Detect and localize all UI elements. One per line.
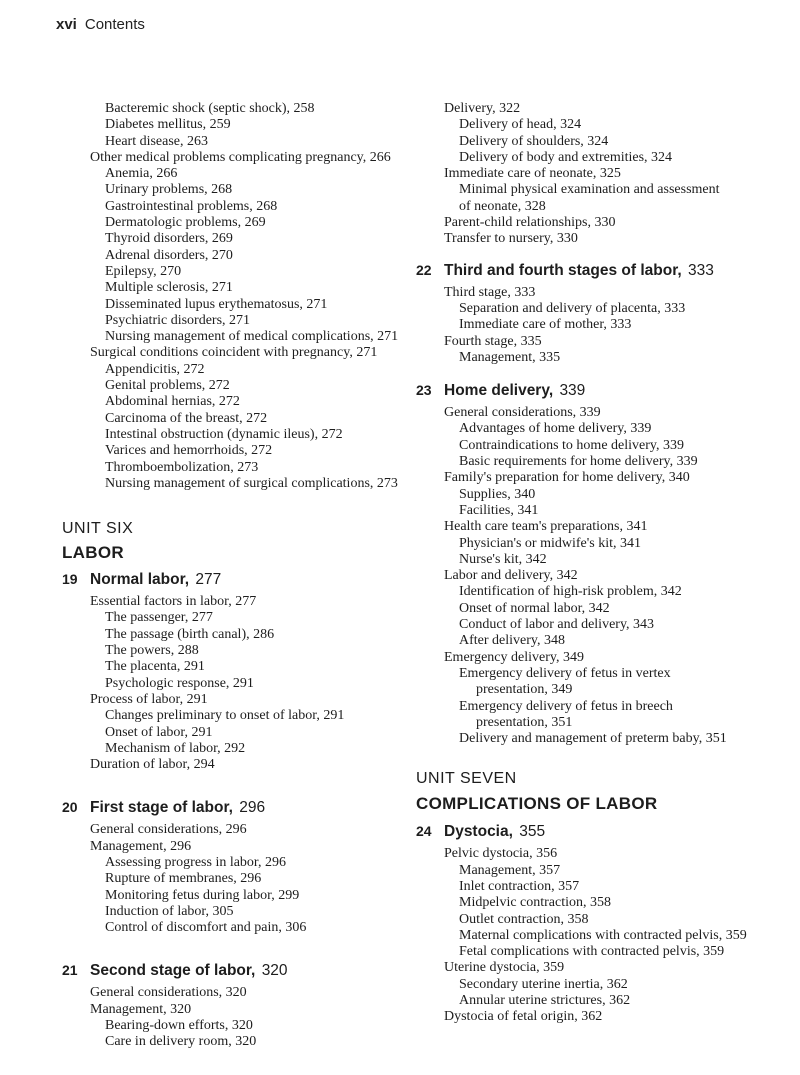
toc-entry: Disseminated lupus erythematosus, 271 <box>105 296 328 312</box>
toc-entry-group <box>62 985 402 1050</box>
chapter-title: Second stage of labor, <box>90 962 256 980</box>
chapter-heading <box>62 797 402 818</box>
chapter-page: 277 <box>195 571 222 589</box>
unit-label: UNIT SIX <box>62 520 134 538</box>
chapter-heading <box>416 821 796 842</box>
toc-entry: Thyroid disorders, 269 <box>105 231 233 247</box>
toc-entry: Contraindications to home delivery, 339 <box>459 437 684 453</box>
chapter-page: 320 <box>261 962 288 980</box>
toc-entry-group <box>416 285 796 366</box>
toc-entry: Identification of high-risk problem, 342 <box>459 584 682 600</box>
toc-entry: Dystocia of fetal origin, 362 <box>444 1009 603 1025</box>
toc-entry: Minimal physical examination and assessment <box>459 182 720 198</box>
toc-entry: Midpelvic contraction, 358 <box>459 895 612 911</box>
toc-entry: Emergency delivery of fetus in breech <box>459 698 673 714</box>
toc-entry: Emergency delivery, 349 <box>444 649 584 665</box>
toc-entry: Delivery of head, 324 <box>459 117 582 133</box>
toc-entry: Anemia, 266 <box>105 166 178 182</box>
toc-entry: Maternal complications with contracted pelvis, 359 <box>459 927 747 943</box>
toc-entry: Bearing-down efforts, 320 <box>105 1018 253 1034</box>
toc-entry: Secondary uterine inertia, 362 <box>459 976 628 992</box>
toc-entry: Gastrointestinal problems, 268 <box>105 198 278 214</box>
chapter-page: 296 <box>239 799 266 817</box>
toc-entry: Delivery of shoulders, 324 <box>459 133 609 149</box>
toc-entry: Genital problems, 272 <box>105 378 230 394</box>
toc-entry-group <box>62 822 402 936</box>
toc-entry: Heart disease, 263 <box>105 133 209 149</box>
toc-entry: Appendicitis, 272 <box>105 361 205 377</box>
toc-entry: Labor and delivery, 342 <box>444 568 578 584</box>
toc-entry-group <box>62 101 402 492</box>
toc-entry: Onset of normal labor, 342 <box>459 600 610 616</box>
unit-title: LABOR <box>62 543 124 563</box>
toc-entry: Management, 357 <box>459 862 561 878</box>
toc-entry: Delivery and management of preterm baby, 351 <box>459 731 727 747</box>
toc-entry: Bacteremic shock (septic shock), 258 <box>105 101 315 116</box>
toc-entry: Intestinal obstruction (dynamic ileus), 272 <box>105 426 343 442</box>
toc-entry: Induction of labor, 305 <box>105 903 234 919</box>
chapter-heading <box>416 380 796 401</box>
toc-entry: Inlet contraction, 357 <box>459 878 580 894</box>
toc-entry: Supplies, 340 <box>459 486 536 502</box>
toc-entry: Parent-child relationships, 330 <box>444 215 616 231</box>
toc-entry: Essential factors in labor, 277 <box>90 594 257 610</box>
toc-entry: Control of discomfort and pain, 306 <box>105 920 307 936</box>
toc-entry: Transfer to nursery, 330 <box>444 231 578 247</box>
toc-entry: Assessing progress in labor, 296 <box>105 854 287 870</box>
toc-entry: Onset of labor, 291 <box>105 724 213 740</box>
toc-entry: Mechanism of labor, 292 <box>105 740 246 756</box>
toc-entry: Nursing management of medical complications, 271 <box>105 329 399 345</box>
toc-entry: Multiple sclerosis, 271 <box>105 280 233 296</box>
toc-entry: Dermatologic problems, 269 <box>105 215 266 231</box>
toc-entry: Separation and delivery of placenta, 333 <box>459 300 686 316</box>
toc-left-column <box>62 101 402 1051</box>
toc-entry: Urinary problems, 268 <box>105 182 233 198</box>
toc-right-column <box>416 101 796 1026</box>
toc-entry: Surgical conditions coincident with pregnancy, 271 <box>90 345 378 361</box>
toc-entry: Annular uterine strictures, 362 <box>459 993 631 1009</box>
toc-entry: Abdominal hernias, 272 <box>105 394 240 410</box>
toc-entry: Epilepsy, 270 <box>105 263 182 279</box>
chapter-number: 23 <box>416 382 432 399</box>
toc-entry: General considerations, 296 <box>90 822 247 838</box>
chapter-heading <box>416 260 796 281</box>
chapter-page: 355 <box>519 823 546 841</box>
toc-entry: of neonate, 328 <box>459 198 546 214</box>
toc-entry: Other medical problems complicating pregnancy, 266 <box>90 149 391 165</box>
chapter-number: 21 <box>62 962 78 979</box>
toc-entry: The powers, 288 <box>105 643 199 659</box>
chapter-title: Third and fourth stages of labor, <box>444 261 682 279</box>
toc-entry: Fetal complications with contracted pelvis, 359 <box>459 944 725 960</box>
toc-entry: Emergency delivery of fetus in vertex <box>459 665 671 681</box>
page-header <box>56 16 145 33</box>
chapter-title: Dystocia, <box>444 823 513 841</box>
toc-entry: Advantages of home delivery, 339 <box>459 421 652 437</box>
toc-entry: Immediate care of mother, 333 <box>459 317 632 333</box>
toc-entry: Delivery, 322 <box>444 101 521 116</box>
toc-entry: presentation, 351 <box>476 714 573 730</box>
toc-entry: Immediate care of neonate, 325 <box>444 166 621 182</box>
toc-entry: Thromboembolization, 273 <box>105 459 259 475</box>
toc-entry-group <box>416 101 796 248</box>
toc-entry: Nursing management of surgical complications, 273 <box>105 475 398 491</box>
toc-entry: Management, 296 <box>90 838 192 854</box>
toc-entry: Process of labor, 291 <box>90 691 208 707</box>
toc-entry: Uterine dystocia, 359 <box>444 960 565 976</box>
chapter-number: 19 <box>62 571 78 588</box>
page-number: xvi <box>56 16 77 33</box>
toc-entry: Outlet contraction, 358 <box>459 911 589 927</box>
chapter-heading <box>62 960 402 981</box>
chapter-title: Home delivery, <box>444 382 554 400</box>
toc-entry: Duration of labor, 294 <box>90 757 215 773</box>
toc-entry: Family's preparation for home delivery, 340 <box>444 470 690 486</box>
toc-entry: Management, 335 <box>459 349 561 365</box>
toc-entry: Varices and hemorrhoids, 272 <box>105 443 273 459</box>
toc-entry: Delivery of body and extremities, 324 <box>459 149 673 165</box>
chapter-heading <box>62 569 402 590</box>
toc-entry: Diabetes mellitus, 259 <box>105 117 231 133</box>
chapter-page: 333 <box>688 261 714 279</box>
chapter-number: 24 <box>416 823 432 840</box>
toc-entry: Third stage, 333 <box>444 284 536 300</box>
toc-entry: General considerations, 339 <box>444 405 601 421</box>
running-head: Contents <box>84 16 145 33</box>
toc-entry: Pelvic dystocia, 356 <box>444 846 558 862</box>
chapter-title: Normal labor, <box>90 571 190 589</box>
toc-entry: After delivery, 348 <box>459 633 565 649</box>
toc-entry-group <box>416 405 796 747</box>
toc-entry: Management, 320 <box>90 1001 192 1017</box>
toc-entry: Conduct of labor and delivery, 343 <box>459 617 655 633</box>
toc-entry-group <box>62 594 402 773</box>
toc-entry: Monitoring fetus during labor, 299 <box>105 887 300 903</box>
toc-entry-group <box>416 846 796 1025</box>
unit-title: COMPLICATIONS OF LABOR <box>416 794 658 814</box>
toc-entry: General considerations, 320 <box>90 985 247 1001</box>
toc-entry: Carcinoma of the breast, 272 <box>105 410 268 426</box>
chapter-page: 339 <box>559 382 586 400</box>
toc-entry: The placenta, 291 <box>105 659 205 675</box>
toc-entry: Rupture of membranes, 296 <box>105 871 262 887</box>
toc-entry: The passenger, 277 <box>105 610 213 626</box>
toc-entry: Care in delivery room, 320 <box>105 1034 257 1050</box>
unit-label: UNIT SEVEN <box>416 770 517 788</box>
toc-entry: Health care team's preparations, 341 <box>444 519 648 535</box>
toc-entry: Physician's or midwife's kit, 341 <box>459 535 641 551</box>
toc-entry: Psychiatric disorders, 271 <box>105 312 251 328</box>
toc-entry: Fourth stage, 335 <box>444 333 542 349</box>
toc-entry: The passage (birth canal), 286 <box>105 626 275 642</box>
toc-entry: Psychologic response, 291 <box>105 675 254 691</box>
toc-entry: Basic requirements for home delivery, 339 <box>459 454 698 470</box>
chapter-number: 22 <box>416 261 432 278</box>
toc-entry: Adrenal disorders, 270 <box>105 247 233 263</box>
toc-entry: Facilities, 341 <box>459 502 539 518</box>
chapter-title: First stage of labor, <box>90 799 233 817</box>
toc-entry: Changes preliminary to onset of labor, 291 <box>105 708 345 724</box>
toc-entry: presentation, 349 <box>476 682 573 698</box>
toc-entry: Nurse's kit, 342 <box>459 551 547 567</box>
chapter-number: 20 <box>62 799 78 816</box>
